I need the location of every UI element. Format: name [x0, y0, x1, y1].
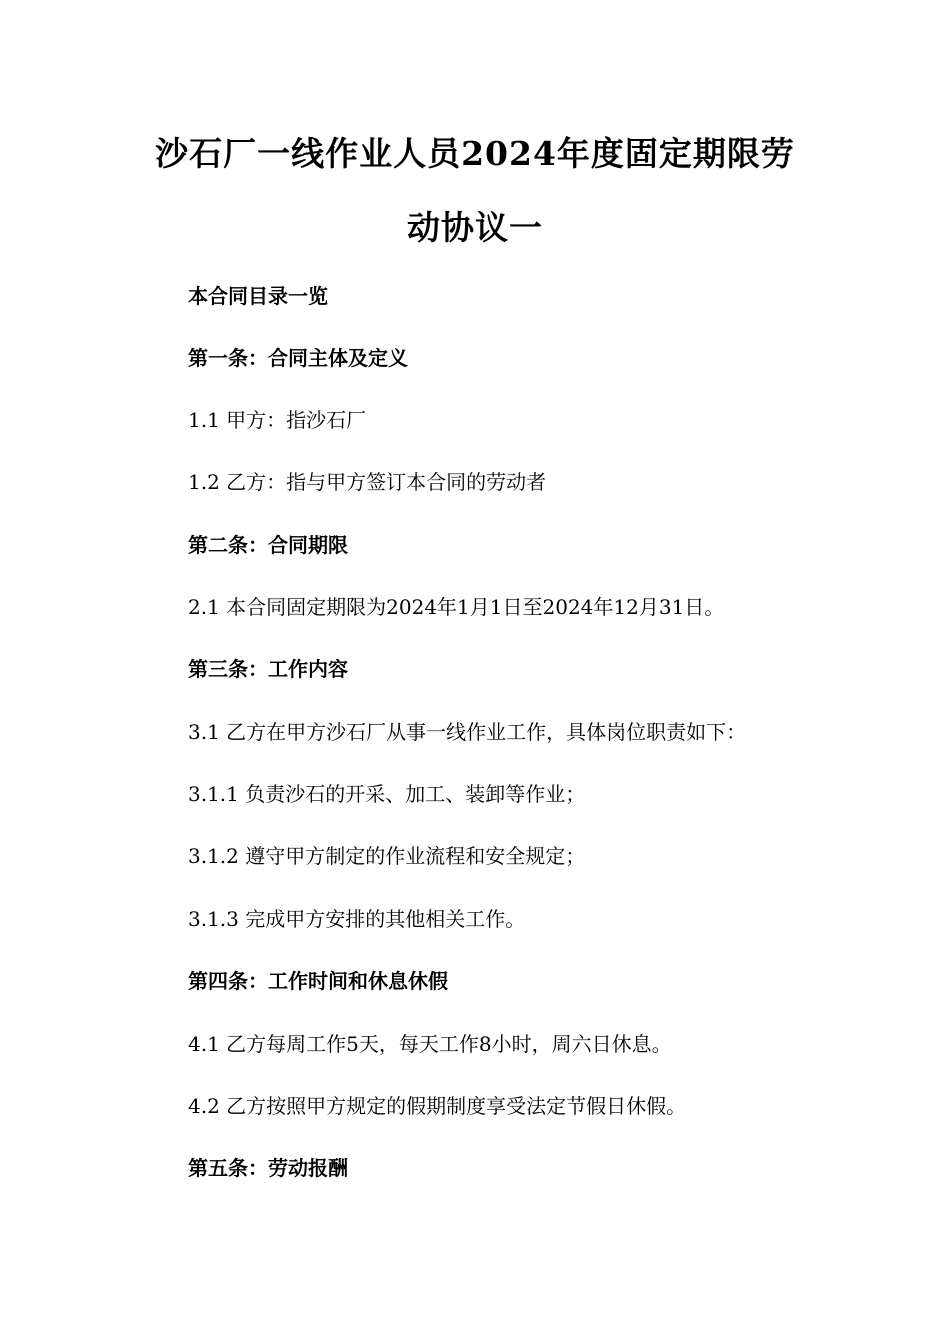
article-2-heading: 第二条：合同期限: [188, 533, 348, 557]
clause-4-1: 4.1 乙方每周工作5天，每天工作8小时，周六日休息。: [188, 1032, 672, 1056]
clause-1-2: 1.2 乙方：指与甲方签订本合同的劳动者: [188, 470, 547, 494]
clause-3-1-2: 3.1.2 遵守甲方制定的作业流程和安全规定；: [188, 844, 586, 868]
article-3-heading: 第三条：工作内容: [188, 657, 348, 681]
document-title-line-1: 沙石厂一线作业人员2024年度固定期限劳: [155, 134, 795, 173]
article-1-heading: 第一条：合同主体及定义: [188, 346, 408, 370]
clause-3-1-1: 3.1.1 负责沙石的开采、加工、装卸等作业；: [188, 782, 586, 806]
clause-1-1: 1.1 甲方：指沙石厂: [188, 408, 367, 432]
clause-3-1: 3.1 乙方在甲方沙石厂从事一线作业工作，具体岗位职责如下：: [188, 720, 747, 744]
document-title-line-2: 动协议一: [407, 208, 543, 247]
clause-4-2: 4.2 乙方按照甲方规定的假期制度享受法定节假日休假。: [188, 1094, 687, 1118]
toc-heading: 本合同目录一览: [188, 284, 328, 308]
clause-2-1: 2.1 本合同固定期限为2024年1月1日至2024年12月31日。: [188, 595, 725, 619]
article-4-heading: 第四条：工作时间和休息休假: [188, 969, 448, 993]
article-5-heading: 第五条：劳动报酬: [188, 1156, 348, 1180]
clause-3-1-3: 3.1.3 完成甲方安排的其他相关工作。: [188, 907, 526, 931]
